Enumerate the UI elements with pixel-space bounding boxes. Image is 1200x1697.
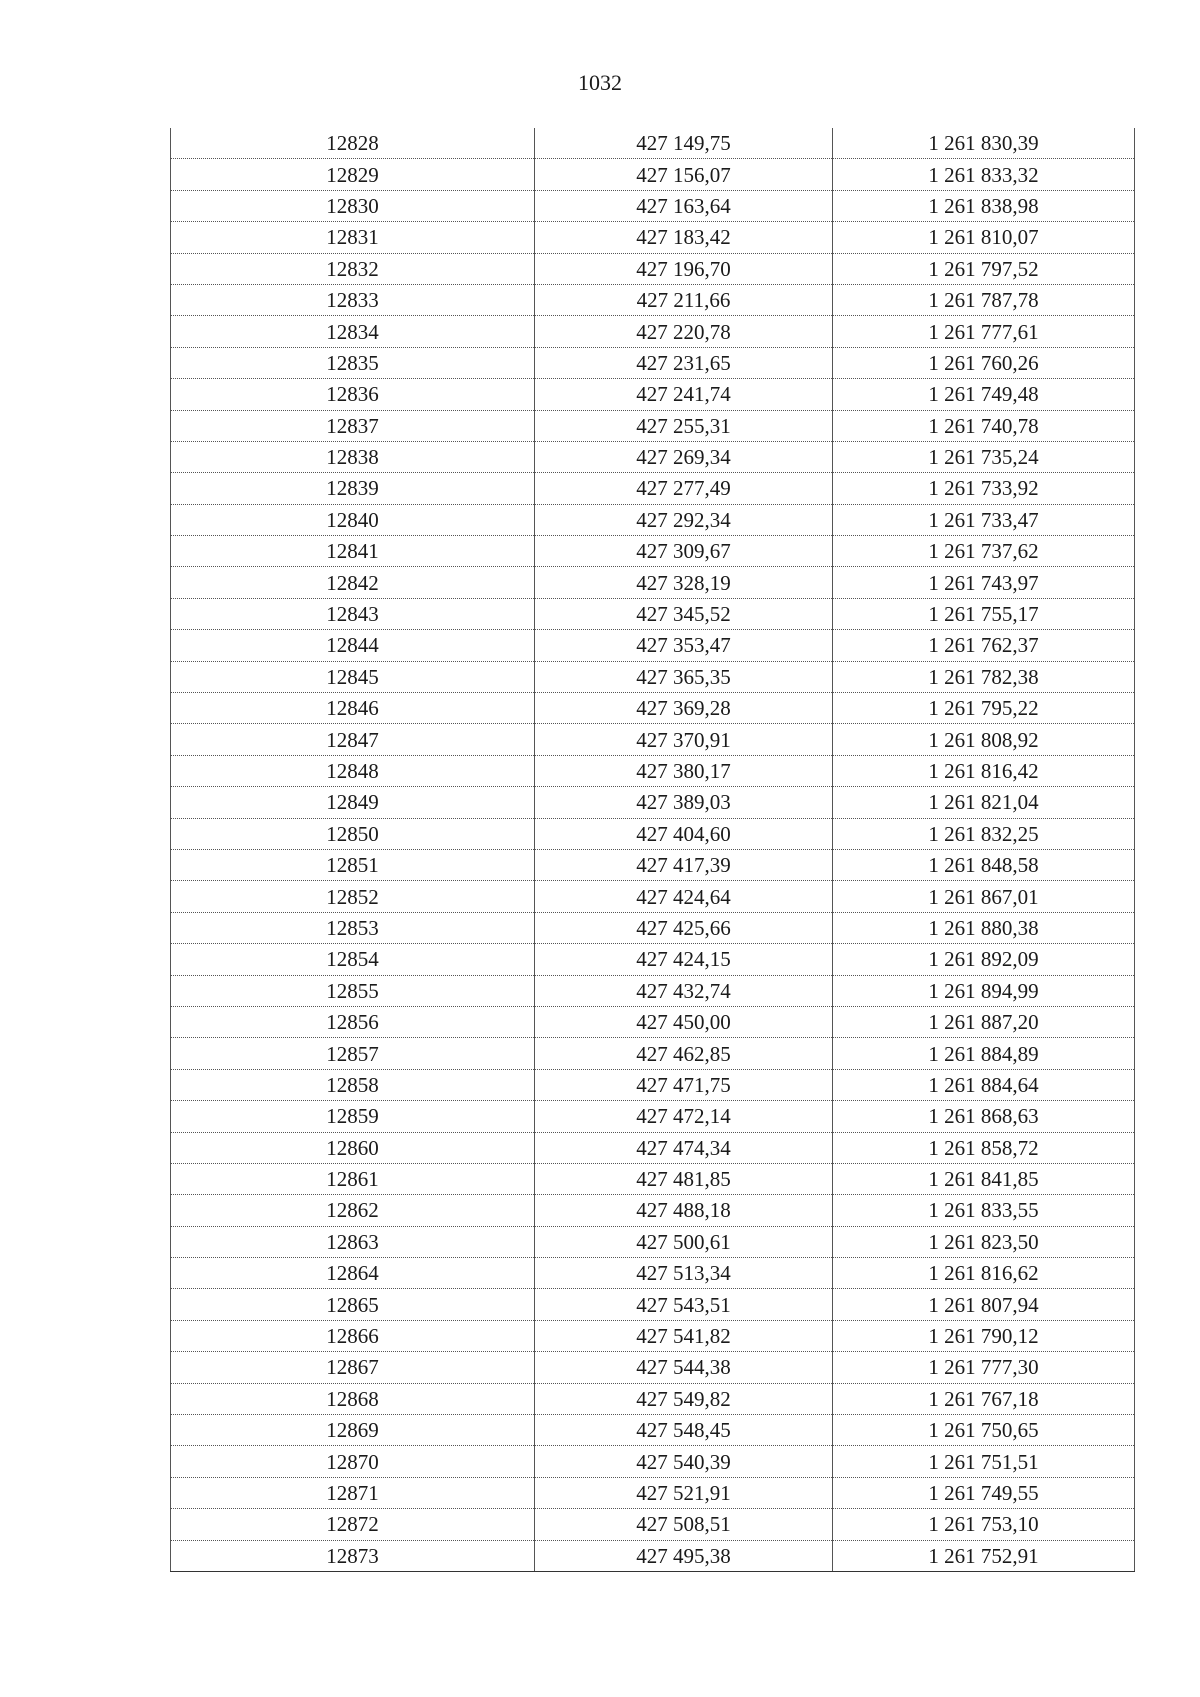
point-number-cell: 12847 — [171, 724, 535, 755]
point-number-cell: 12843 — [171, 598, 535, 629]
table-row — [171, 536, 1135, 567]
point-number-cell: 12861 — [171, 1163, 535, 1194]
table-row — [171, 379, 1135, 410]
x-coordinate-cell: 427 424,64 — [535, 881, 833, 912]
x-coordinate-cell: 427 425,66 — [535, 912, 833, 943]
point-number-cell: 12854 — [171, 944, 535, 975]
point-number-cell: 12870 — [171, 1446, 535, 1477]
x-coordinate-cell: 427 450,00 — [535, 1006, 833, 1037]
table-row — [171, 1352, 1135, 1383]
page-number: 1032 — [578, 70, 622, 95]
x-coordinate-cell: 427 474,34 — [535, 1132, 833, 1163]
x-coordinate-cell: 427 471,75 — [535, 1069, 833, 1100]
point-number-cell: 12842 — [171, 567, 535, 598]
point-number-cell: 12867 — [171, 1352, 535, 1383]
point-number-cell: 12828 — [171, 128, 535, 159]
y-coordinate-cell: 1 261 733,47 — [833, 504, 1135, 535]
table-row — [171, 1289, 1135, 1320]
point-number-cell: 12863 — [171, 1226, 535, 1257]
y-coordinate-cell: 1 261 749,55 — [833, 1477, 1135, 1508]
coordinates-table-body — [171, 128, 1135, 1571]
point-number-cell: 12868 — [171, 1383, 535, 1414]
table-row — [171, 222, 1135, 253]
point-number-cell: 12835 — [171, 347, 535, 378]
y-coordinate-cell: 1 261 743,97 — [833, 567, 1135, 598]
x-coordinate-cell: 427 389,03 — [535, 787, 833, 818]
point-number-cell: 12856 — [171, 1006, 535, 1037]
x-coordinate-cell: 427 521,91 — [535, 1477, 833, 1508]
x-coordinate-cell: 427 495,38 — [535, 1540, 833, 1571]
x-coordinate-cell: 427 163,64 — [535, 190, 833, 221]
point-number-cell: 12852 — [171, 881, 535, 912]
table-row — [171, 1540, 1135, 1571]
point-number-cell: 12844 — [171, 630, 535, 661]
coordinates-table — [170, 128, 1135, 1572]
point-number-cell: 12840 — [171, 504, 535, 535]
point-number-cell: 12864 — [171, 1258, 535, 1289]
point-number-cell: 12871 — [171, 1477, 535, 1508]
point-number-cell: 12866 — [171, 1320, 535, 1351]
y-coordinate-cell: 1 261 832,25 — [833, 818, 1135, 849]
point-number-cell: 12829 — [171, 159, 535, 190]
table-row — [171, 1509, 1135, 1540]
table-row — [171, 755, 1135, 786]
y-coordinate-cell: 1 261 887,20 — [833, 1006, 1135, 1037]
y-coordinate-cell: 1 261 884,64 — [833, 1069, 1135, 1100]
table-row — [171, 912, 1135, 943]
y-coordinate-cell: 1 261 762,37 — [833, 630, 1135, 661]
point-number-cell: 12873 — [171, 1540, 535, 1571]
point-number-cell: 12831 — [171, 222, 535, 253]
point-number-cell: 12859 — [171, 1101, 535, 1132]
x-coordinate-cell: 427 353,47 — [535, 630, 833, 661]
point-number-cell: 12830 — [171, 190, 535, 221]
point-number-cell: 12860 — [171, 1132, 535, 1163]
table-row — [171, 1415, 1135, 1446]
y-coordinate-cell: 1 261 821,04 — [833, 787, 1135, 818]
point-number-cell: 12848 — [171, 755, 535, 786]
y-coordinate-cell: 1 261 884,89 — [833, 1038, 1135, 1069]
point-number-cell: 12832 — [171, 253, 535, 284]
point-number-cell: 12849 — [171, 787, 535, 818]
point-number-cell: 12846 — [171, 693, 535, 724]
table-row — [171, 1258, 1135, 1289]
x-coordinate-cell: 427 370,91 — [535, 724, 833, 755]
x-coordinate-cell: 427 292,34 — [535, 504, 833, 535]
point-number-cell: 12858 — [171, 1069, 535, 1100]
x-coordinate-cell: 427 241,74 — [535, 379, 833, 410]
table-row — [171, 1195, 1135, 1226]
x-coordinate-cell: 427 149,75 — [535, 128, 833, 159]
point-number-cell: 12851 — [171, 849, 535, 880]
y-coordinate-cell: 1 261 807,94 — [833, 1289, 1135, 1320]
x-coordinate-cell: 427 508,51 — [535, 1509, 833, 1540]
x-coordinate-cell: 427 540,39 — [535, 1446, 833, 1477]
x-coordinate-cell: 427 211,66 — [535, 284, 833, 315]
y-coordinate-cell: 1 261 751,51 — [833, 1446, 1135, 1477]
table-row — [171, 1477, 1135, 1508]
x-coordinate-cell: 427 183,42 — [535, 222, 833, 253]
table-row — [171, 1069, 1135, 1100]
y-coordinate-cell: 1 261 760,26 — [833, 347, 1135, 378]
y-coordinate-cell: 1 261 797,52 — [833, 253, 1135, 284]
y-coordinate-cell: 1 261 816,42 — [833, 755, 1135, 786]
table-row — [171, 849, 1135, 880]
point-number-cell: 12833 — [171, 284, 535, 315]
table-row — [171, 128, 1135, 159]
x-coordinate-cell: 427 345,52 — [535, 598, 833, 629]
y-coordinate-cell: 1 261 753,10 — [833, 1509, 1135, 1540]
point-number-cell: 12853 — [171, 912, 535, 943]
x-coordinate-cell: 427 543,51 — [535, 1289, 833, 1320]
table-row — [171, 253, 1135, 284]
y-coordinate-cell: 1 261 816,62 — [833, 1258, 1135, 1289]
table-row — [171, 944, 1135, 975]
y-coordinate-cell: 1 261 841,85 — [833, 1163, 1135, 1194]
y-coordinate-cell: 1 261 867,01 — [833, 881, 1135, 912]
point-number-cell: 12865 — [171, 1289, 535, 1320]
y-coordinate-cell: 1 261 823,50 — [833, 1226, 1135, 1257]
point-number-cell: 12841 — [171, 536, 535, 567]
point-number-cell: 12850 — [171, 818, 535, 849]
point-number-cell: 12845 — [171, 661, 535, 692]
y-coordinate-cell: 1 261 749,48 — [833, 379, 1135, 410]
table-row — [171, 347, 1135, 378]
table-row — [171, 1320, 1135, 1351]
point-number-cell: 12855 — [171, 975, 535, 1006]
x-coordinate-cell: 427 488,18 — [535, 1195, 833, 1226]
y-coordinate-cell: 1 261 795,22 — [833, 693, 1135, 724]
x-coordinate-cell: 427 462,85 — [535, 1038, 833, 1069]
table-row — [171, 473, 1135, 504]
x-coordinate-cell: 427 424,15 — [535, 944, 833, 975]
y-coordinate-cell: 1 261 833,55 — [833, 1195, 1135, 1226]
table-row — [171, 410, 1135, 441]
y-coordinate-cell: 1 261 750,65 — [833, 1415, 1135, 1446]
point-number-cell: 12869 — [171, 1415, 535, 1446]
y-coordinate-cell: 1 261 868,63 — [833, 1101, 1135, 1132]
y-coordinate-cell: 1 261 767,18 — [833, 1383, 1135, 1414]
x-coordinate-cell: 427 255,31 — [535, 410, 833, 441]
y-coordinate-cell: 1 261 838,98 — [833, 190, 1135, 221]
x-coordinate-cell: 427 432,74 — [535, 975, 833, 1006]
y-coordinate-cell: 1 261 833,32 — [833, 159, 1135, 190]
point-number-cell: 12872 — [171, 1509, 535, 1540]
table-row — [171, 316, 1135, 347]
table-row — [171, 724, 1135, 755]
x-coordinate-cell: 427 548,45 — [535, 1415, 833, 1446]
y-coordinate-cell: 1 261 880,38 — [833, 912, 1135, 943]
x-coordinate-cell: 427 544,38 — [535, 1352, 833, 1383]
x-coordinate-cell: 427 500,61 — [535, 1226, 833, 1257]
table-row — [171, 1006, 1135, 1037]
x-coordinate-cell: 427 472,14 — [535, 1101, 833, 1132]
table-row — [171, 881, 1135, 912]
table-row — [171, 1038, 1135, 1069]
point-number-cell: 12837 — [171, 410, 535, 441]
x-coordinate-cell: 427 481,85 — [535, 1163, 833, 1194]
table-row — [171, 598, 1135, 629]
y-coordinate-cell: 1 261 752,91 — [833, 1540, 1135, 1571]
table-row — [171, 159, 1135, 190]
x-coordinate-cell: 427 231,65 — [535, 347, 833, 378]
table-row — [171, 1101, 1135, 1132]
point-number-cell: 12839 — [171, 473, 535, 504]
x-coordinate-cell: 427 549,82 — [535, 1383, 833, 1414]
table-row — [171, 630, 1135, 661]
table-row — [171, 693, 1135, 724]
table-row — [171, 1446, 1135, 1477]
y-coordinate-cell: 1 261 830,39 — [833, 128, 1135, 159]
point-number-cell: 12838 — [171, 441, 535, 472]
table-row — [171, 441, 1135, 472]
x-coordinate-cell: 427 541,82 — [535, 1320, 833, 1351]
table-row — [171, 190, 1135, 221]
y-coordinate-cell: 1 261 782,38 — [833, 661, 1135, 692]
x-coordinate-cell: 427 365,35 — [535, 661, 833, 692]
table-row — [171, 975, 1135, 1006]
x-coordinate-cell: 427 277,49 — [535, 473, 833, 504]
table-row — [171, 1132, 1135, 1163]
point-number-cell: 12836 — [171, 379, 535, 410]
x-coordinate-cell: 427 380,17 — [535, 755, 833, 786]
y-coordinate-cell: 1 261 737,62 — [833, 536, 1135, 567]
table-row — [171, 1226, 1135, 1257]
y-coordinate-cell: 1 261 740,78 — [833, 410, 1135, 441]
x-coordinate-cell: 427 309,67 — [535, 536, 833, 567]
y-coordinate-cell: 1 261 892,09 — [833, 944, 1135, 975]
table-row — [171, 1383, 1135, 1414]
y-coordinate-cell: 1 261 777,61 — [833, 316, 1135, 347]
table-row — [171, 787, 1135, 818]
point-number-cell: 12862 — [171, 1195, 535, 1226]
y-coordinate-cell: 1 261 790,12 — [833, 1320, 1135, 1351]
y-coordinate-cell: 1 261 848,58 — [833, 849, 1135, 880]
point-number-cell: 12834 — [171, 316, 535, 347]
table-row — [171, 661, 1135, 692]
x-coordinate-cell: 427 269,34 — [535, 441, 833, 472]
y-coordinate-cell: 1 261 777,30 — [833, 1352, 1135, 1383]
x-coordinate-cell: 427 404,60 — [535, 818, 833, 849]
x-coordinate-cell: 427 417,39 — [535, 849, 833, 880]
x-coordinate-cell: 427 220,78 — [535, 316, 833, 347]
table-row — [171, 818, 1135, 849]
point-number-cell: 12857 — [171, 1038, 535, 1069]
x-coordinate-cell: 427 369,28 — [535, 693, 833, 724]
y-coordinate-cell: 1 261 755,17 — [833, 598, 1135, 629]
table-row — [171, 567, 1135, 598]
table-row — [171, 1163, 1135, 1194]
y-coordinate-cell: 1 261 733,92 — [833, 473, 1135, 504]
y-coordinate-cell: 1 261 735,24 — [833, 441, 1135, 472]
y-coordinate-cell: 1 261 894,99 — [833, 975, 1135, 1006]
x-coordinate-cell: 427 328,19 — [535, 567, 833, 598]
y-coordinate-cell: 1 261 808,92 — [833, 724, 1135, 755]
table-row — [171, 504, 1135, 535]
y-coordinate-cell: 1 261 858,72 — [833, 1132, 1135, 1163]
x-coordinate-cell: 427 196,70 — [535, 253, 833, 284]
y-coordinate-cell: 1 261 787,78 — [833, 284, 1135, 315]
y-coordinate-cell: 1 261 810,07 — [833, 222, 1135, 253]
x-coordinate-cell: 427 156,07 — [535, 159, 833, 190]
x-coordinate-cell: 427 513,34 — [535, 1258, 833, 1289]
table-row — [171, 284, 1135, 315]
